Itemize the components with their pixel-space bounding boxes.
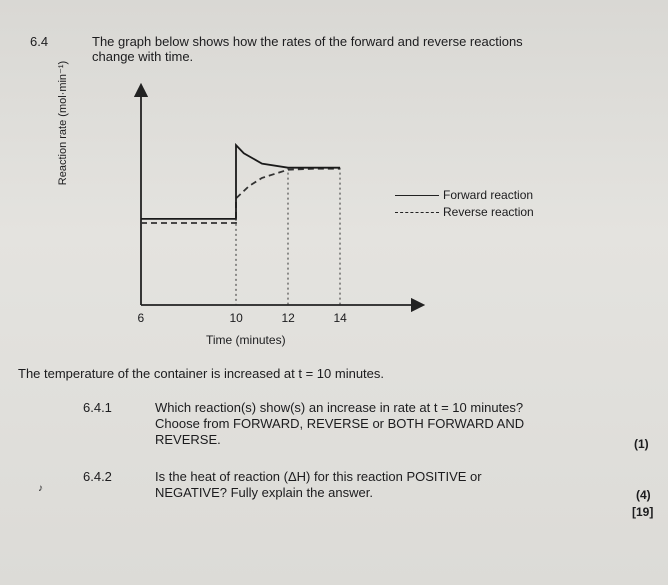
dashed-line-swatch [395, 212, 439, 213]
subquestion-text [155, 400, 615, 448]
temperature-statement: The temperature of the container is increased at t = 10 minutes. [18, 366, 385, 381]
solid-line-swatch [395, 195, 439, 196]
question-line: The graph below shows how the rates of the forward and reverse reactions [92, 34, 523, 49]
subquestion-marks: (1) [634, 437, 649, 451]
margin-mark: ♪ [38, 483, 43, 494]
x-tick-label: 12 [281, 311, 295, 325]
y-axis-title: Reaction rate (mol·min⁻¹) [57, 60, 69, 186]
subquestion-text [155, 469, 615, 501]
reverse-reaction-line [141, 169, 340, 223]
legend-forward [395, 188, 533, 202]
subquestion-number: 6.4.1 [83, 400, 112, 415]
subquestion-line: Which reaction(s) show(s) an increase in rate at t = 10 minutes? [155, 400, 524, 415]
question-number: 6.4 [30, 34, 49, 49]
subquestion-line: Choose from FORWARD, REVERSE or BOTH FORWARD AND [155, 416, 525, 431]
legend-label: Forward reaction [443, 188, 534, 202]
forward-reaction-line [141, 145, 340, 219]
rate-graph [100, 80, 430, 320]
subquestion-line: REVERSE. [155, 432, 221, 447]
total-marks: [19] [632, 505, 654, 519]
subquestion-line: NEGATIVE? Fully explain the answer. [155, 485, 373, 500]
x-tick-label: 14 [333, 311, 347, 325]
x-axis-title: Time (minutes) [206, 333, 286, 347]
x-tick-label: 10 [229, 311, 243, 325]
legend-reverse [395, 205, 534, 219]
time-guides [236, 168, 340, 305]
question-line: change with time. [92, 49, 194, 64]
subquestion-line: Is the heat of reaction (ΔH) for this reaction POSITIVE or [155, 469, 482, 484]
x-tick-label: 6 [137, 311, 145, 325]
subquestion-number: 6.4.2 [83, 469, 112, 484]
question-text [92, 34, 622, 64]
subquestion-marks: (4) [636, 488, 651, 502]
legend-label: Reverse reaction [443, 205, 534, 219]
